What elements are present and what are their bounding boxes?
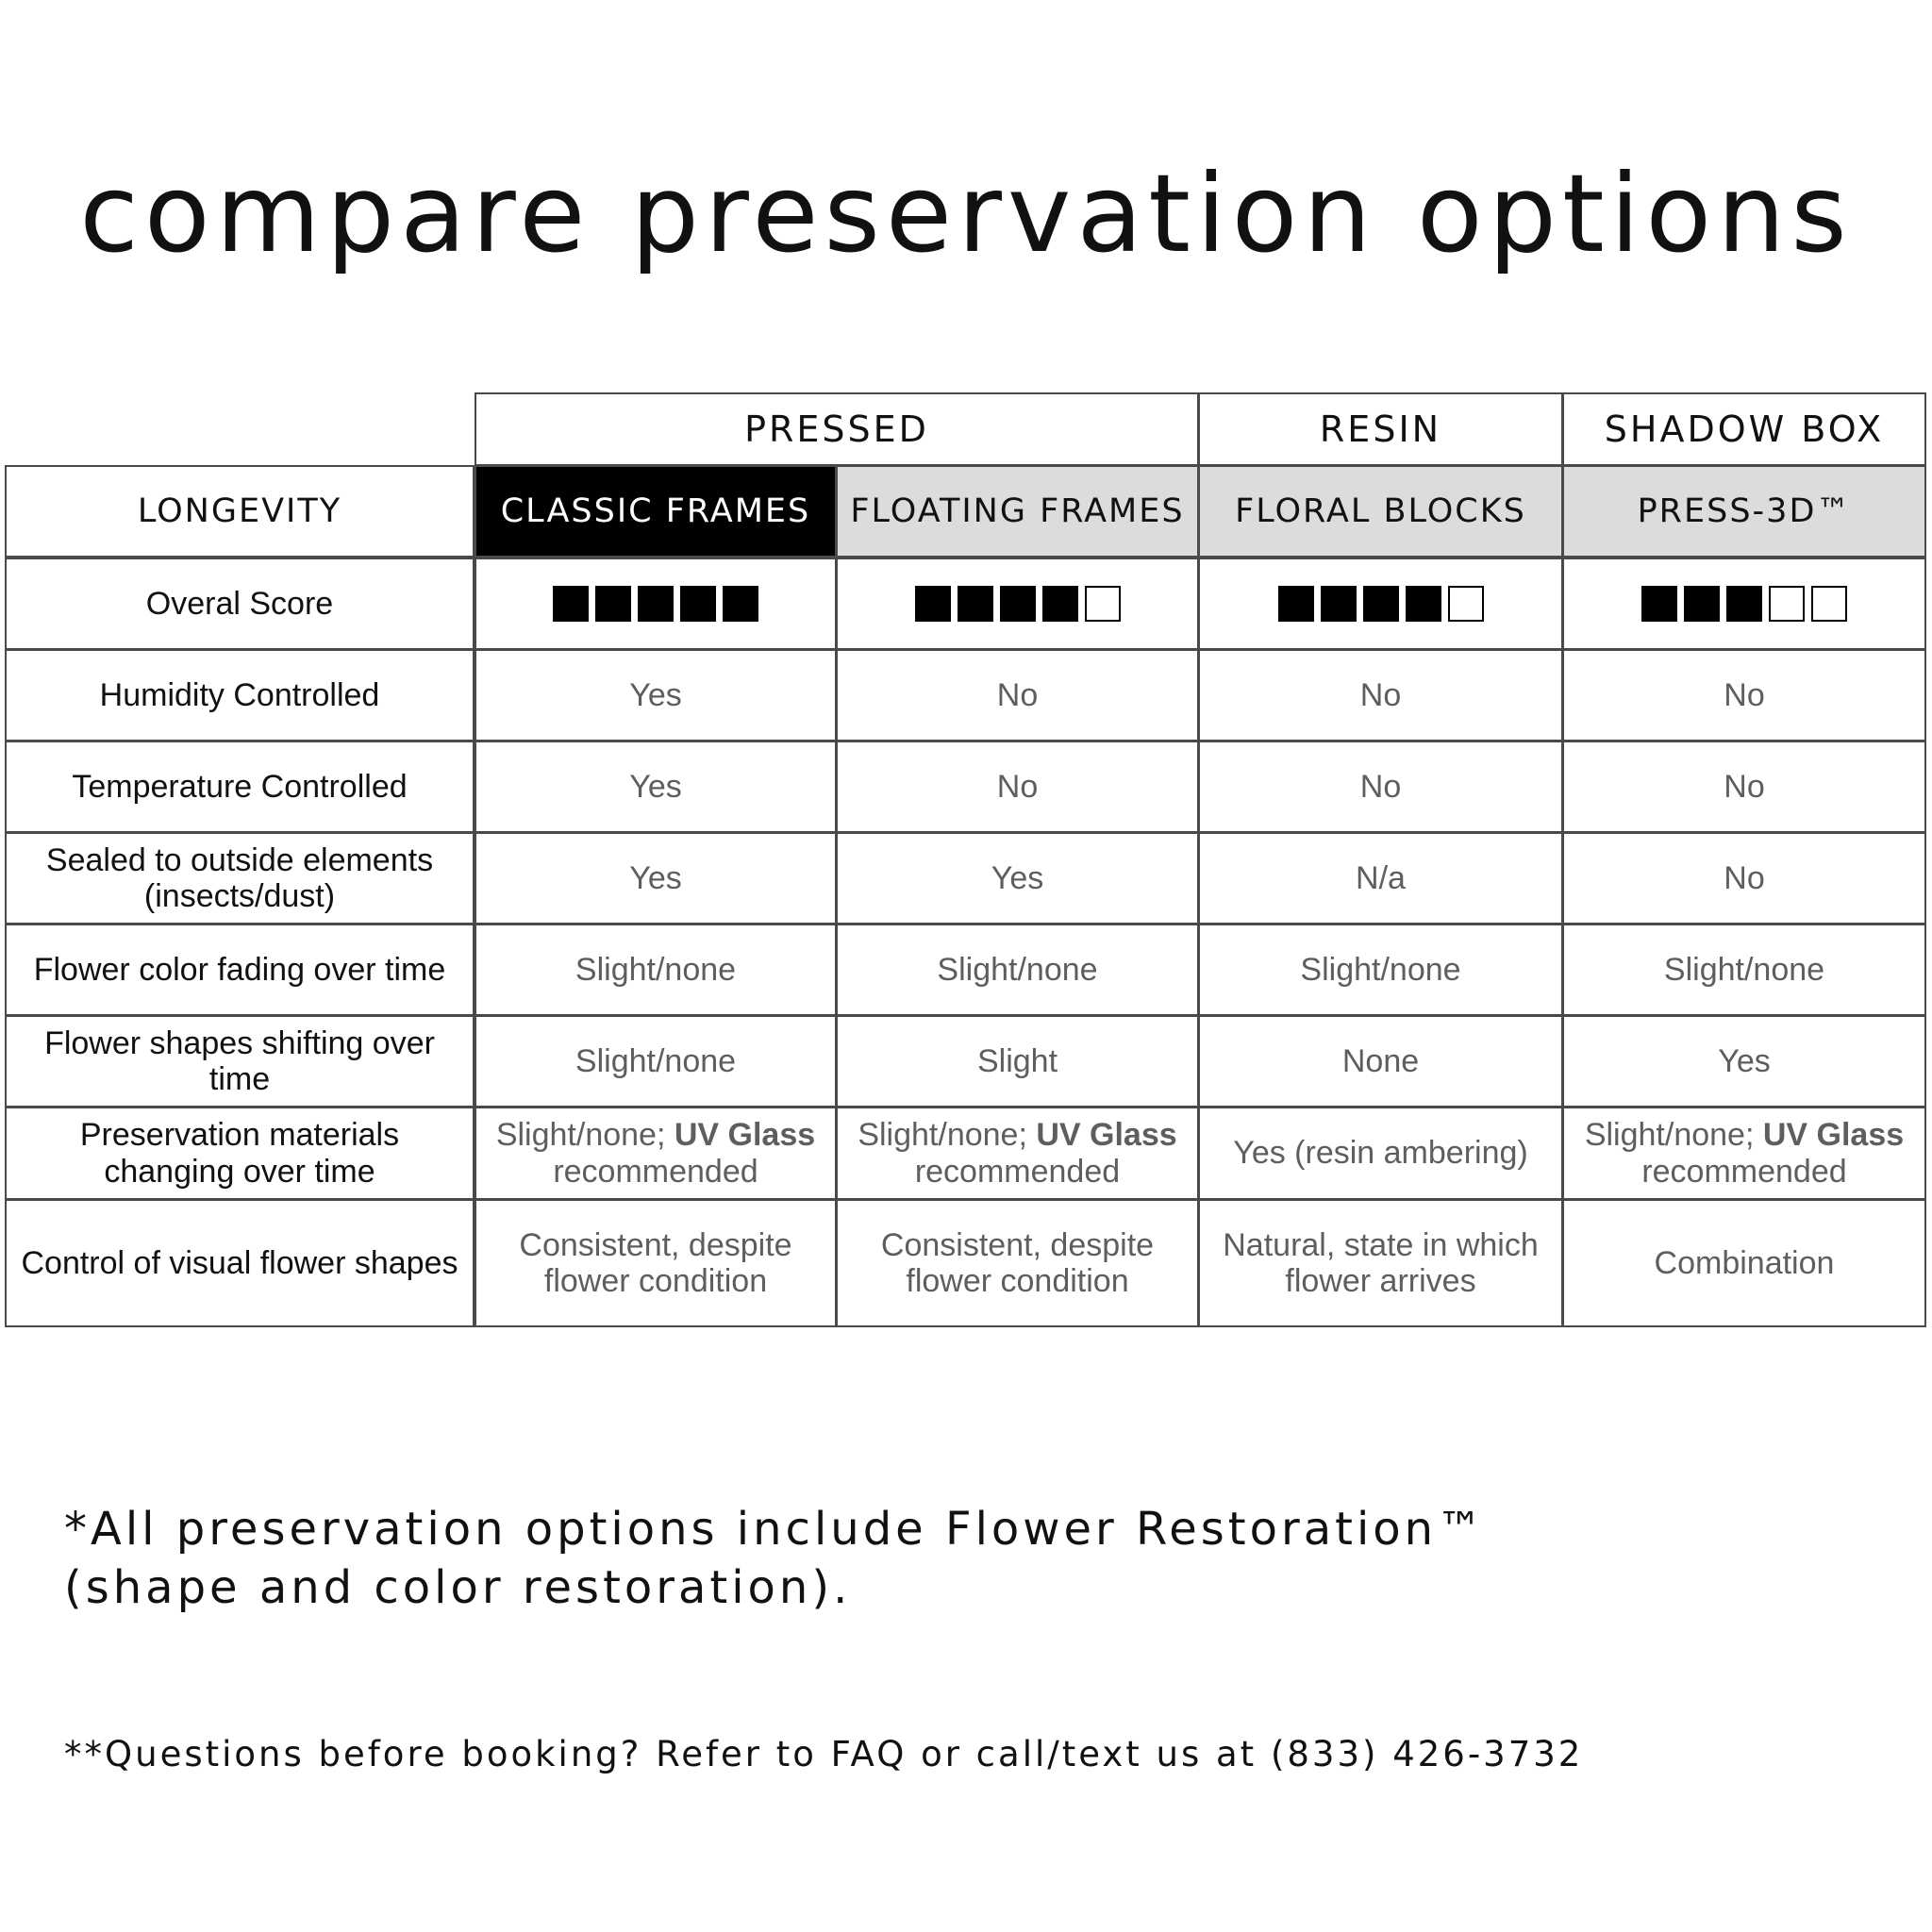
row-label-text: Control of visual flower shapes <box>21 1244 458 1281</box>
cell-value-text: Yes (resin ambering) <box>1233 1135 1528 1172</box>
row-label <box>5 832 475 924</box>
column-header-label: PRESS-3D™ <box>1637 492 1852 530</box>
group-header-label: PRESSED <box>744 408 929 450</box>
filled-square-icon <box>915 586 951 622</box>
column-header-label: FLOATING FRAMES <box>850 492 1185 530</box>
column-header-floral-blocks <box>1198 465 1563 558</box>
score-cell <box>836 558 1199 650</box>
cell-value: Combination <box>1654 1244 1835 1281</box>
table-cell <box>1562 741 1926 833</box>
restoration-footnote-line-1: *All preservation options include Flower Restoration™ <box>64 1503 1487 1556</box>
table-cell <box>836 741 1199 833</box>
column-header-label: CLASSIC FRAMES <box>500 492 811 530</box>
filled-square-icon <box>553 586 589 622</box>
table-cell <box>1562 924 1926 1016</box>
row-header-longevity <box>5 465 475 558</box>
cell-value-text: recommended <box>1641 1153 1847 1190</box>
cell-value: Slight/none <box>1663 951 1825 988</box>
cell-value-text: Slight/none; <box>495 1117 675 1154</box>
filled-square-icon <box>1000 586 1036 622</box>
cell-value: No <box>1724 768 1765 805</box>
row-label-text: Flower shapes shifting over time <box>44 1024 435 1097</box>
cell-value-emphasis: UV Glass <box>1762 1117 1905 1154</box>
comparison-table <box>6 393 1926 1327</box>
group-header-label: RESIN <box>1319 408 1442 450</box>
score-rating <box>553 586 758 622</box>
row-label-text: Preservation materials changing over time <box>79 1117 400 1190</box>
table-cell <box>1198 1107 1563 1200</box>
cell-value: Slight/none <box>575 951 737 988</box>
score-rating <box>1278 586 1484 622</box>
table-cell <box>1198 1015 1563 1108</box>
contact-footnote: **Questions before booking? Refer to FAQ or call/text us at (833) 426-3732 <box>64 1734 1584 1774</box>
table-cell <box>475 1015 837 1108</box>
row-label-text: Temperature Controlled <box>72 768 408 805</box>
cell-value-text: Slight/none; <box>1584 1117 1763 1154</box>
empty-square-icon <box>1448 586 1484 622</box>
filled-square-icon <box>1726 586 1762 622</box>
table-cell <box>1198 924 1563 1016</box>
column-header-classic-frames <box>475 465 837 558</box>
score-cell <box>1198 558 1563 650</box>
table-cell <box>475 649 837 741</box>
cell-value <box>849 1117 1186 1189</box>
cell-value: Yes <box>991 859 1044 896</box>
filled-square-icon <box>1321 586 1357 622</box>
table-cell <box>1562 649 1926 741</box>
cell-value <box>1233 1135 1527 1171</box>
filled-square-icon <box>680 586 716 622</box>
table-cell <box>1198 741 1563 833</box>
filled-square-icon <box>1363 586 1399 622</box>
cell-value: Natural, state in which flower arrives <box>1223 1226 1539 1299</box>
cell-value: No <box>996 676 1039 713</box>
cell-value-text: recommended <box>553 1153 758 1190</box>
group-header-label: SHADOW BOX <box>1604 408 1885 450</box>
cell-value: No <box>1359 768 1402 805</box>
row-header-label: LONGEVITY <box>137 492 342 530</box>
row-label <box>5 741 475 833</box>
table-cell <box>1198 832 1563 924</box>
row-label-text: Humidity Controlled <box>99 676 380 713</box>
table-cell <box>1562 832 1926 924</box>
filled-square-icon <box>1042 586 1078 622</box>
cell-value: Slight/none <box>1300 951 1461 988</box>
row-label-text: Sealed to outside elements (insects/dust) <box>45 841 434 914</box>
table-cell <box>836 649 1199 741</box>
restoration-footnote-line-2: (shape and color restoration). <box>64 1561 852 1614</box>
row-label <box>5 1015 475 1108</box>
table-cell <box>836 1107 1199 1200</box>
restoration-footnote <box>64 1500 1486 1617</box>
cell-value <box>488 1117 824 1189</box>
table-cell <box>836 832 1199 924</box>
empty-square-icon <box>1769 586 1805 622</box>
row-label <box>5 1199 475 1327</box>
empty-square-icon <box>1811 586 1847 622</box>
filled-square-icon <box>723 586 758 622</box>
score-cell <box>1562 558 1926 650</box>
group-header-shadow-box <box>1562 392 1926 466</box>
row-label <box>5 649 475 741</box>
table-cell <box>1562 1107 1926 1200</box>
filled-square-icon <box>595 586 631 622</box>
score-label <box>5 558 475 650</box>
filled-square-icon <box>1278 586 1314 622</box>
cell-value: No <box>996 768 1039 805</box>
table-cell <box>475 1107 837 1200</box>
cell-value: No <box>1724 859 1765 896</box>
group-header-resin <box>1198 392 1563 466</box>
filled-square-icon <box>1684 586 1720 622</box>
page-title: compare preservation options <box>79 151 1853 276</box>
score-cell <box>475 558 837 650</box>
table-cell <box>475 924 837 1016</box>
row-label-text: Flower color fading over time <box>33 951 446 988</box>
table-cell <box>475 741 837 833</box>
table-cell <box>1562 1199 1926 1327</box>
cell-value: N/a <box>1356 859 1406 896</box>
cell-value: No <box>1359 676 1402 713</box>
table-cell <box>836 924 1199 1016</box>
filled-square-icon <box>1406 586 1441 622</box>
cell-value: Yes <box>629 768 682 805</box>
filled-square-icon <box>958 586 993 622</box>
filled-square-icon <box>638 586 674 622</box>
table-cell <box>836 1015 1199 1108</box>
cell-value: Yes <box>629 676 682 713</box>
group-header-pressed <box>475 392 1199 466</box>
table-cell <box>836 1199 1199 1327</box>
score-rating <box>1641 586 1847 622</box>
cell-value-text: recommended <box>914 1153 1121 1190</box>
table-cell <box>1198 1199 1563 1327</box>
cell-value: Slight <box>976 1042 1058 1079</box>
cell-value: Slight/none <box>937 951 1098 988</box>
cell-value: No <box>1724 676 1765 713</box>
table-cell <box>475 832 837 924</box>
cell-value-emphasis: UV Glass <box>674 1117 816 1154</box>
column-header-floating-frames <box>836 465 1199 558</box>
cell-value: Yes <box>1718 1042 1771 1079</box>
cell-value-text: Slight/none; <box>858 1117 1037 1154</box>
score-label-text: Overal Score <box>145 585 334 622</box>
table-cell <box>1562 1015 1926 1108</box>
row-label <box>5 924 475 1016</box>
cell-value: Consistent, despite flower condition <box>519 1226 792 1299</box>
table-cell <box>475 1199 837 1327</box>
cell-value-emphasis: UV Glass <box>1036 1117 1177 1154</box>
cell-value: Yes <box>629 859 682 896</box>
row-label <box>5 1107 475 1200</box>
cell-value: None <box>1341 1042 1420 1079</box>
score-rating <box>915 586 1121 622</box>
empty-square-icon <box>1085 586 1121 622</box>
column-header-press-3d <box>1562 465 1926 558</box>
cell-value <box>1575 1117 1913 1189</box>
column-header-label: FLORAL BLOCKS <box>1235 492 1526 530</box>
cell-value: Consistent, despite flower condition <box>880 1226 1155 1299</box>
filled-square-icon <box>1641 586 1677 622</box>
table-cell <box>1198 649 1563 741</box>
cell-value: Slight/none <box>575 1042 737 1079</box>
